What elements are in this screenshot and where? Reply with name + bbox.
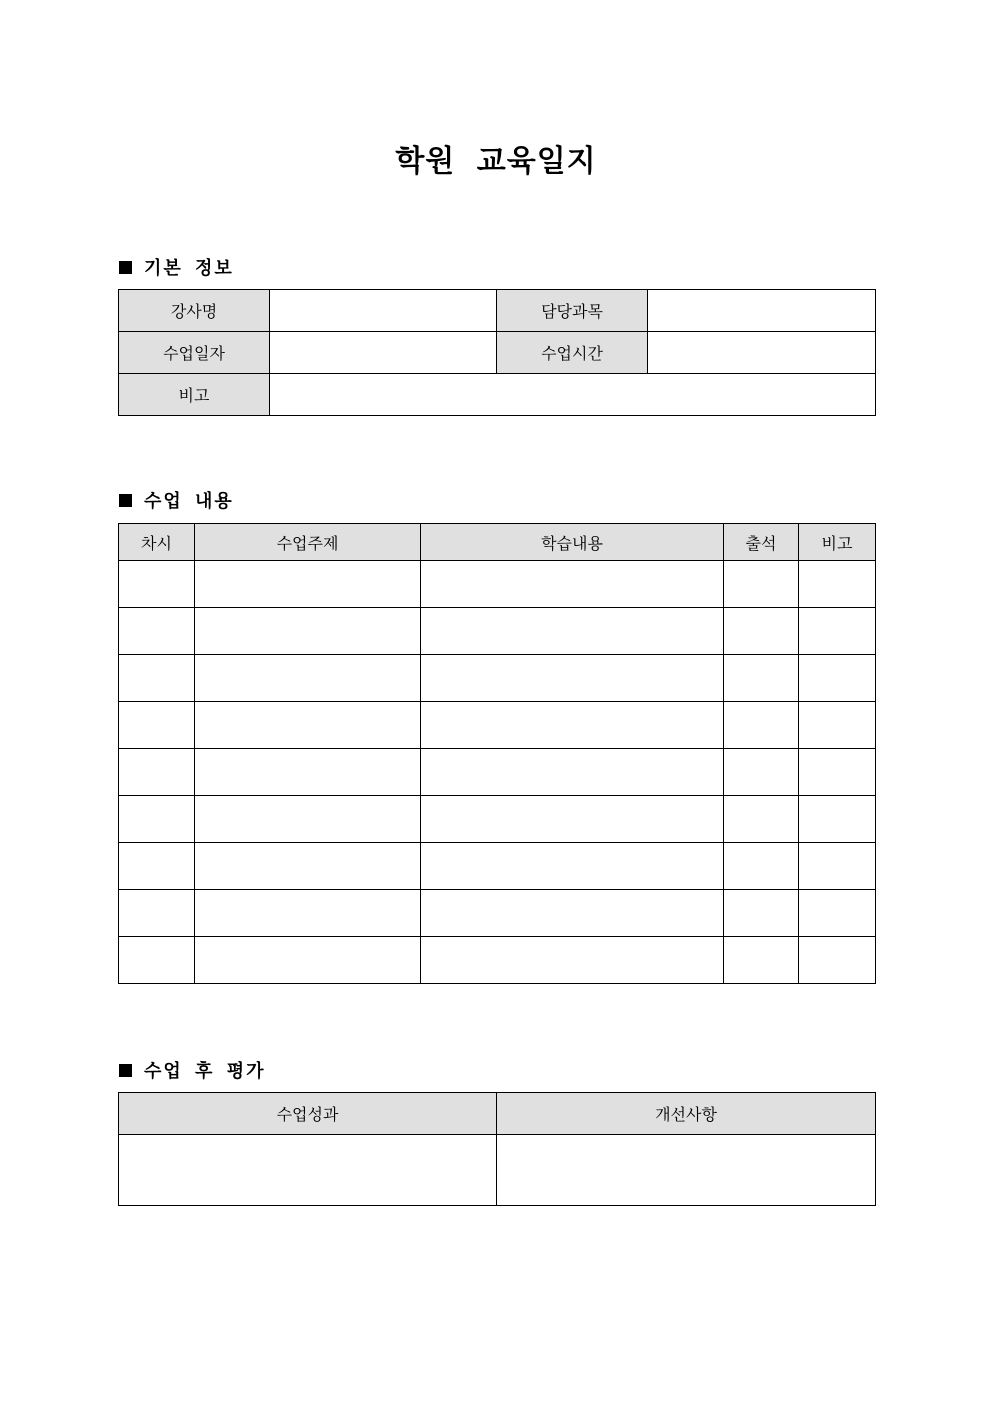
- session-cell[interactable]: [119, 749, 195, 796]
- note-cell[interactable]: [799, 655, 876, 702]
- topic-cell[interactable]: [195, 796, 421, 843]
- instructor-field[interactable]: [270, 290, 497, 332]
- lesson-content-heading: [119, 487, 234, 513]
- topic-cell[interactable]: [195, 561, 421, 608]
- attendance-cell[interactable]: [724, 608, 799, 655]
- table-row: [119, 702, 876, 749]
- note-cell[interactable]: [799, 937, 876, 984]
- content-cell[interactable]: [421, 561, 724, 608]
- table-row: [119, 608, 876, 655]
- note-cell[interactable]: [799, 890, 876, 937]
- instructor-label: 강사명: [119, 290, 270, 332]
- table-row: [119, 796, 876, 843]
- square-bullet-icon: [119, 1064, 132, 1077]
- session-cell[interactable]: [119, 937, 195, 984]
- attendance-cell[interactable]: [724, 655, 799, 702]
- topic-cell[interactable]: [195, 749, 421, 796]
- session-cell[interactable]: [119, 890, 195, 937]
- basic-info-row: [119, 332, 876, 374]
- table-row: [119, 937, 876, 984]
- table-row: [119, 749, 876, 796]
- topic-cell[interactable]: [195, 608, 421, 655]
- attendance-cell[interactable]: [724, 561, 799, 608]
- content-cell[interactable]: [421, 749, 724, 796]
- evaluation-heading: [119, 1057, 265, 1083]
- content-cell[interactable]: [421, 655, 724, 702]
- table-row: [119, 1135, 876, 1206]
- basic-info-table: [118, 289, 876, 416]
- column-header-outcome: 수업성과: [119, 1093, 497, 1135]
- attendance-cell[interactable]: [724, 749, 799, 796]
- time-label: 수업시간: [497, 332, 648, 374]
- session-cell[interactable]: [119, 843, 195, 890]
- column-header-improvement: 개선사항: [497, 1093, 876, 1135]
- note-cell[interactable]: [799, 796, 876, 843]
- column-header-session: 차시: [119, 524, 195, 561]
- note-cell[interactable]: [799, 561, 876, 608]
- attendance-cell[interactable]: [724, 937, 799, 984]
- outcome-field[interactable]: [119, 1135, 497, 1206]
- topic-cell[interactable]: [195, 655, 421, 702]
- table-header-row: [119, 1093, 876, 1135]
- column-header-note: 비고: [799, 524, 876, 561]
- attendance-cell[interactable]: [724, 890, 799, 937]
- note-cell[interactable]: [799, 749, 876, 796]
- evaluation-table: [118, 1092, 876, 1206]
- time-field[interactable]: [648, 332, 876, 374]
- content-cell[interactable]: [421, 702, 724, 749]
- topic-cell[interactable]: [195, 890, 421, 937]
- improvement-field[interactable]: [497, 1135, 876, 1206]
- session-cell[interactable]: [119, 796, 195, 843]
- table-row: [119, 561, 876, 608]
- note-label: 비고: [119, 374, 270, 416]
- table-header-row: [119, 524, 876, 561]
- content-cell[interactable]: [421, 843, 724, 890]
- page-title: 학원 교육일지: [395, 144, 597, 179]
- attendance-cell[interactable]: [724, 796, 799, 843]
- table-row: [119, 843, 876, 890]
- basic-info-row: [119, 374, 876, 416]
- basic-info-heading-text: 기본 정보: [144, 258, 234, 279]
- content-cell[interactable]: [421, 890, 724, 937]
- topic-cell[interactable]: [195, 702, 421, 749]
- square-bullet-icon: [119, 494, 132, 507]
- note-cell[interactable]: [799, 702, 876, 749]
- session-cell[interactable]: [119, 561, 195, 608]
- note-cell[interactable]: [799, 608, 876, 655]
- content-cell[interactable]: [421, 937, 724, 984]
- square-bullet-icon: [119, 261, 132, 274]
- lesson-content-heading-text: 수업 내용: [144, 491, 234, 512]
- topic-cell[interactable]: [195, 843, 421, 890]
- evaluation-heading-text: 수업 후 평가: [144, 1061, 266, 1082]
- column-header-topic: 수업주제: [195, 524, 421, 561]
- basic-info-row: [119, 290, 876, 332]
- date-field[interactable]: [270, 332, 497, 374]
- session-cell[interactable]: [119, 655, 195, 702]
- subject-label: 담당과목: [497, 290, 648, 332]
- attendance-cell[interactable]: [724, 843, 799, 890]
- session-cell[interactable]: [119, 608, 195, 655]
- attendance-cell[interactable]: [724, 702, 799, 749]
- column-header-content: 학습내용: [421, 524, 724, 561]
- lesson-content-table: [118, 523, 876, 984]
- content-cell[interactable]: [421, 796, 724, 843]
- session-cell[interactable]: [119, 702, 195, 749]
- note-field[interactable]: [270, 374, 876, 416]
- topic-cell[interactable]: [195, 937, 421, 984]
- column-header-attendance: 출석: [724, 524, 799, 561]
- subject-field[interactable]: [648, 290, 876, 332]
- note-cell[interactable]: [799, 843, 876, 890]
- table-row: [119, 890, 876, 937]
- table-row: [119, 655, 876, 702]
- content-cell[interactable]: [421, 608, 724, 655]
- date-label: 수업일자: [119, 332, 270, 374]
- basic-info-heading: [119, 254, 234, 280]
